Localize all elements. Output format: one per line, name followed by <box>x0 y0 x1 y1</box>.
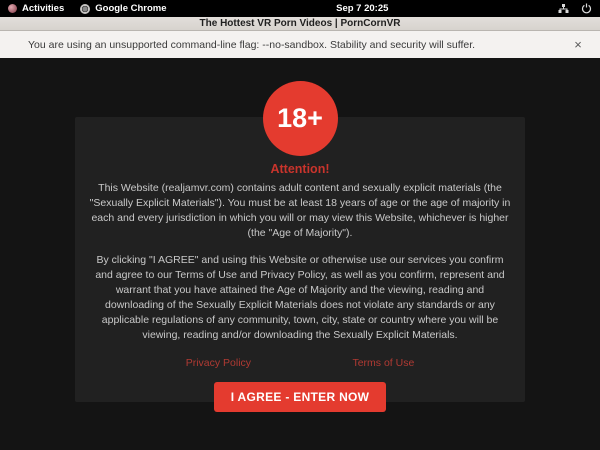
infobar-message: You are using an unsupported command-line flag: --no-sandbox. Stability and security will suffer. <box>28 38 476 51</box>
terms-of-use-link[interactable]: Terms of Use <box>352 357 415 369</box>
infobar-close-icon[interactable]: × <box>574 37 582 52</box>
clock[interactable]: Sep 7 20:25 <box>336 3 389 14</box>
wired-network-icon[interactable] <box>558 3 569 14</box>
activities-button[interactable] <box>8 3 64 14</box>
page-background <box>0 58 600 450</box>
age-gate-modal <box>75 103 525 404</box>
privacy-policy-link[interactable]: Privacy Policy <box>185 357 252 369</box>
chrome-infobar <box>0 31 600 58</box>
age-gate-paragraph-2: By clicking "I AGREE" and using this Website or otherwise use our services you confirm and agree to our Terms of Use and Privacy Policy, as well as you confirm, represent and warrant that you have attained the Age of Majority and the viewing, reading and downloading of the Sexually Explicit Materials does not violate any standards or any applicable regulations of any community, town, city, state or country where you will be viewing, reading and/or downloading the Sexually Explicit Materials. <box>95 254 505 341</box>
policy-links-row <box>75 357 525 369</box>
window-titlebar <box>0 17 600 31</box>
window-title: The Hottest VR Porn Videos | PornCornVR <box>199 18 401 29</box>
app-menu-google-chrome[interactable] <box>80 3 166 14</box>
age-gate-paragraph-1: This Website (realjamvr.com) contains adult content and sexually explicit materials (the "Sexually Explicit Materials"). You must be at least 18 years of age or the age of majority in each and every jurisdiction in which you will or may view this Website, whichever is higher (the "Age of Majority"). <box>89 182 511 239</box>
app-menu-label: Google Chrome <box>95 3 167 14</box>
attention-heading: Attention! <box>270 162 330 176</box>
activities-label: Activities <box>22 3 65 14</box>
agree-enter-button[interactable]: I AGREE - ENTER NOW <box>214 382 387 412</box>
power-icon[interactable] <box>581 3 592 14</box>
age-18-badge: 18+ <box>263 81 338 156</box>
activities-status-dot-icon <box>8 4 17 13</box>
chrome-logo-icon <box>80 4 90 14</box>
system-top-bar <box>0 0 600 17</box>
